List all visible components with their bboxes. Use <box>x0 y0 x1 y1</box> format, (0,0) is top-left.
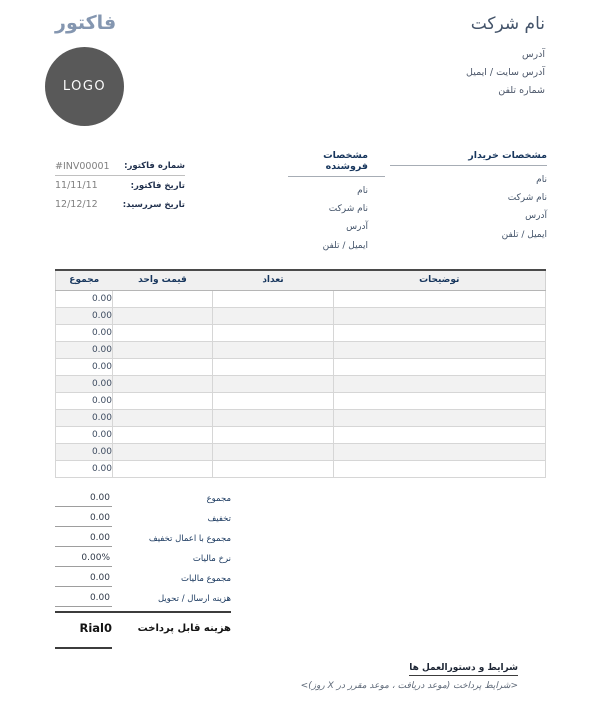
buyer-address-field[interactable]: آدرس <box>525 211 547 222</box>
company-info <box>466 14 545 100</box>
buyer-details-rows <box>390 171 547 244</box>
buyer-details-header: مشخصات خریدار <box>390 150 547 166</box>
item-quantity-cell[interactable] <box>213 341 334 358</box>
item-unit-price-cell[interactable] <box>113 307 213 324</box>
item-description-cell[interactable] <box>334 307 546 324</box>
buyer-company-field[interactable]: نام شرکت <box>507 193 547 204</box>
item-row <box>56 426 546 443</box>
item-unit-price-cell[interactable] <box>113 426 213 443</box>
discount-value[interactable]: 0.00 <box>55 511 112 527</box>
item-row <box>56 324 546 341</box>
discount-label: تخفیف <box>207 514 231 524</box>
item-unit-price-cell[interactable] <box>113 392 213 409</box>
item-description-cell[interactable] <box>334 392 546 409</box>
item-description-cell[interactable] <box>334 341 546 358</box>
buyer-email-phone-field[interactable]: ایمیل / تلفن <box>501 229 547 240</box>
tax-rate-label: نرخ مالیات <box>192 554 231 564</box>
line-items-table <box>55 269 546 478</box>
buyer-details-block <box>390 150 547 244</box>
item-description-cell[interactable] <box>334 443 546 460</box>
terms-content[interactable]: <شرایط پرداخت (موعد دریافت ، موعد مقرر در X روز)> <box>300 681 518 691</box>
item-unit-price-cell[interactable] <box>113 443 213 460</box>
item-total-cell[interactable]: 0.00 <box>56 443 113 460</box>
item-total-cell[interactable]: 0.00 <box>56 460 113 477</box>
description-column-header: توضیحات <box>334 270 546 290</box>
item-description-cell[interactable] <box>334 409 546 426</box>
item-total-cell[interactable]: 0.00 <box>56 358 113 375</box>
item-description-cell[interactable] <box>334 290 546 307</box>
total-column-header: مجموع <box>56 270 113 290</box>
tax-rate-value[interactable]: 0.00% <box>55 551 112 567</box>
invoice-date-row <box>55 176 185 195</box>
company-logo <box>45 47 124 126</box>
item-row <box>56 358 546 375</box>
seller-company-field[interactable]: نام شرکت <box>328 204 368 215</box>
due-date-value[interactable]: 12/12/12 <box>55 199 98 210</box>
item-quantity-cell[interactable] <box>213 290 334 307</box>
item-total-cell[interactable]: 0.00 <box>56 341 113 358</box>
quantity-column-header: تعداد <box>213 270 334 290</box>
invoice-date-label: تاریخ فاکتور: <box>130 180 185 191</box>
item-row <box>56 375 546 392</box>
items-header-row <box>56 270 546 290</box>
item-description-cell[interactable] <box>334 375 546 392</box>
item-quantity-cell[interactable] <box>213 392 334 409</box>
seller-details-block <box>288 150 385 255</box>
item-unit-price-cell[interactable] <box>113 324 213 341</box>
total-after-discount-row <box>55 531 231 551</box>
shipping-value[interactable]: 0.00 <box>55 591 112 607</box>
item-description-cell[interactable] <box>334 324 546 341</box>
item-total-cell[interactable]: 0.00 <box>56 392 113 409</box>
item-quantity-cell[interactable] <box>213 460 334 477</box>
item-unit-price-cell[interactable] <box>113 341 213 358</box>
item-quantity-cell[interactable] <box>213 375 334 392</box>
amount-payable-value: Rial0 <box>79 621 112 635</box>
item-description-cell[interactable] <box>334 426 546 443</box>
item-quantity-cell[interactable] <box>213 324 334 341</box>
item-total-cell[interactable]: 0.00 <box>56 426 113 443</box>
subtotal-value[interactable]: 0.00 <box>55 491 112 507</box>
item-unit-price-cell[interactable] <box>113 409 213 426</box>
company-website-email[interactable]: آدرس سایت / ایمیل <box>466 67 545 78</box>
seller-details-header: مشخصات فروشنده <box>288 150 385 177</box>
tax-total-row <box>55 571 231 591</box>
item-quantity-cell[interactable] <box>213 443 334 460</box>
item-quantity-cell[interactable] <box>213 409 334 426</box>
shipping-label: هزینه ارسال / تحویل <box>157 594 231 604</box>
item-row <box>56 443 546 460</box>
amount-payable-label: هزینه قابل پرداخت <box>137 622 231 634</box>
item-quantity-cell[interactable] <box>213 358 334 375</box>
company-name[interactable]: نام شرکت <box>470 14 545 34</box>
item-row <box>56 392 546 409</box>
item-description-cell[interactable] <box>334 460 546 477</box>
discount-row <box>55 511 231 531</box>
total-after-discount-value[interactable]: 0.00 <box>55 531 112 547</box>
item-total-cell[interactable]: 0.00 <box>56 307 113 324</box>
item-row <box>56 307 546 324</box>
item-total-cell[interactable]: 0.00 <box>56 324 113 341</box>
item-row <box>56 409 546 426</box>
subtotal-row <box>55 491 231 511</box>
item-row <box>56 290 546 307</box>
seller-email-phone-field[interactable]: ایمیل / تلفن <box>322 240 368 251</box>
tax-total-value[interactable]: 0.00 <box>55 571 112 587</box>
due-date-row <box>55 195 185 214</box>
totals-bottom-rule <box>55 647 112 649</box>
item-row <box>56 341 546 358</box>
tax-total-label: مجموع مالیات <box>180 574 231 584</box>
due-date-label: تاریخ سررسید: <box>122 199 185 210</box>
item-unit-price-cell[interactable] <box>113 375 213 392</box>
shipping-row <box>55 591 231 611</box>
total-after-discount-label: مجموع با اعمال تخفیف <box>148 534 231 544</box>
amount-payable-row <box>55 611 231 635</box>
invoice-meta-block <box>55 157 185 214</box>
item-total-cell[interactable]: 0.00 <box>56 290 113 307</box>
totals-block <box>55 491 231 649</box>
terms-block <box>301 655 518 691</box>
terms-header: شرایط و دستورالعمل ها <box>409 663 518 676</box>
seller-address-field[interactable]: آدرس <box>346 222 368 233</box>
logo-text: LOGO <box>62 79 107 94</box>
company-address[interactable]: آدرس <box>521 49 545 60</box>
item-unit-price-cell[interactable] <box>113 358 213 375</box>
item-unit-price-cell[interactable] <box>113 460 213 477</box>
item-unit-price-cell[interactable] <box>113 290 213 307</box>
seller-name-field[interactable]: نام <box>357 186 368 196</box>
item-total-cell[interactable]: 0.00 <box>56 409 113 426</box>
invoice-number-label: شماره فاکتور: <box>124 161 185 171</box>
unit-price-column-header: قیمت واحد <box>113 270 213 290</box>
item-row <box>56 460 546 477</box>
item-description-cell[interactable] <box>334 358 546 375</box>
item-total-cell[interactable]: 0.00 <box>56 375 113 392</box>
buyer-name-field[interactable]: نام <box>536 175 547 185</box>
seller-details-rows <box>288 182 385 255</box>
item-quantity-cell[interactable] <box>213 307 334 324</box>
item-quantity-cell[interactable] <box>213 426 334 443</box>
company-phone[interactable]: شماره تلفن <box>498 85 545 96</box>
invoice-title: فاکتور <box>55 12 117 34</box>
subtotal-label: مجموع <box>206 494 231 504</box>
tax-rate-row <box>55 551 231 571</box>
invoice-number-value[interactable]: #INV00001 <box>55 160 110 172</box>
invoice-date-value[interactable]: 11/11/11 <box>55 180 98 191</box>
invoice-number-row <box>55 157 185 176</box>
